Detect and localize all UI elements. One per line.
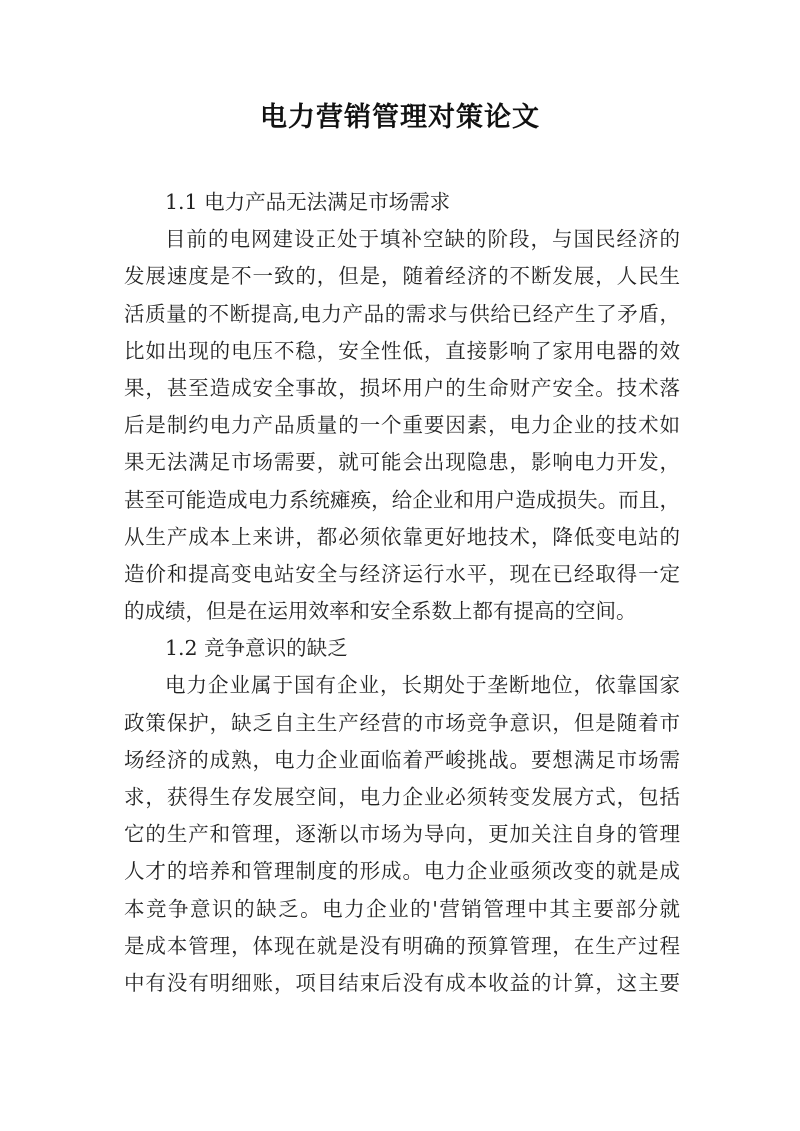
section-heading-1-1: 1.1 电力产品无法满足市场需求 — [165, 190, 451, 214]
paragraph-line: 果，甚至造成安全事故，损坏用户的生命财产安全。技术落 — [124, 375, 680, 400]
section-heading-1-2: 1.2 竞争意识的缺乏 — [165, 636, 348, 661]
paragraph-line: 目前的电网建设正处于填补空缺的阶段，与国民经济的 — [165, 227, 680, 252]
paragraph-line: 求，获得生存发展空间，电力企业必须转变发展方式，包括 — [124, 785, 680, 809]
paragraph-line: 从生产成本上来讲，都必须依靠更好地技术，降低变电站的 — [124, 524, 680, 549]
paragraph-line: 政策保护，缺乏自主生产经营的市场竞争意识，但是随着市 — [124, 710, 680, 735]
paragraph-line: 发展速度是不一致的，但是，随着经济的不断发展，人民生 — [124, 264, 680, 289]
paragraph-line: 人才的培养和管理制度的形成。电力企业亟须改变的就是成 — [124, 859, 680, 884]
paragraph-line: 的成绩，但是在运用效率和安全系数上都有提高的空间。 — [124, 599, 637, 624]
paragraph-line: 比如出现的电压不稳，安全性低，直接影响了家用电器的效 — [124, 338, 680, 363]
paragraph-line: 中有没有明细账，项目结束后没有成本收益的计算，这主要 — [124, 970, 680, 995]
document-body — [124, 184, 680, 1002]
paragraph-line: 场经济的成熟，电力企业面临着严峻挑战。要想满足市场需 — [124, 747, 680, 772]
paragraph-line: 活质量的不断提高,电力产品的需求与供给已经产生了矛盾， — [124, 301, 680, 326]
paragraph-line: 造价和提高变电站安全与经济运行水平，现在已经取得一定 — [124, 561, 680, 586]
document-title: 电力营销管理对策论文 — [260, 102, 540, 133]
paragraph-line: 本竞争意识的缺乏。电力企业的'营销管理中其主要部分就 — [124, 896, 680, 921]
paragraph-line: 后是制约电力产品质量的一个重要因素，电力企业的技术如 — [124, 413, 680, 438]
paragraph-line: 果无法满足市场需要，就可能会出现隐患，影响电力开发， — [124, 450, 680, 475]
paragraph-line: 是成本管理，体现在就是没有明确的预算管理，在生产过程 — [124, 933, 680, 958]
paragraph-line: 甚至可能造成电力系统瘫痪，给企业和用户造成损失。而且， — [124, 487, 680, 512]
paragraph-line: 它的生产和管理，逐渐以市场为导向，更加关注自身的管理 — [124, 822, 680, 847]
paragraph-line: 电力企业属于国有企业，长期处于垄断地位，依靠国家 — [165, 673, 680, 698]
